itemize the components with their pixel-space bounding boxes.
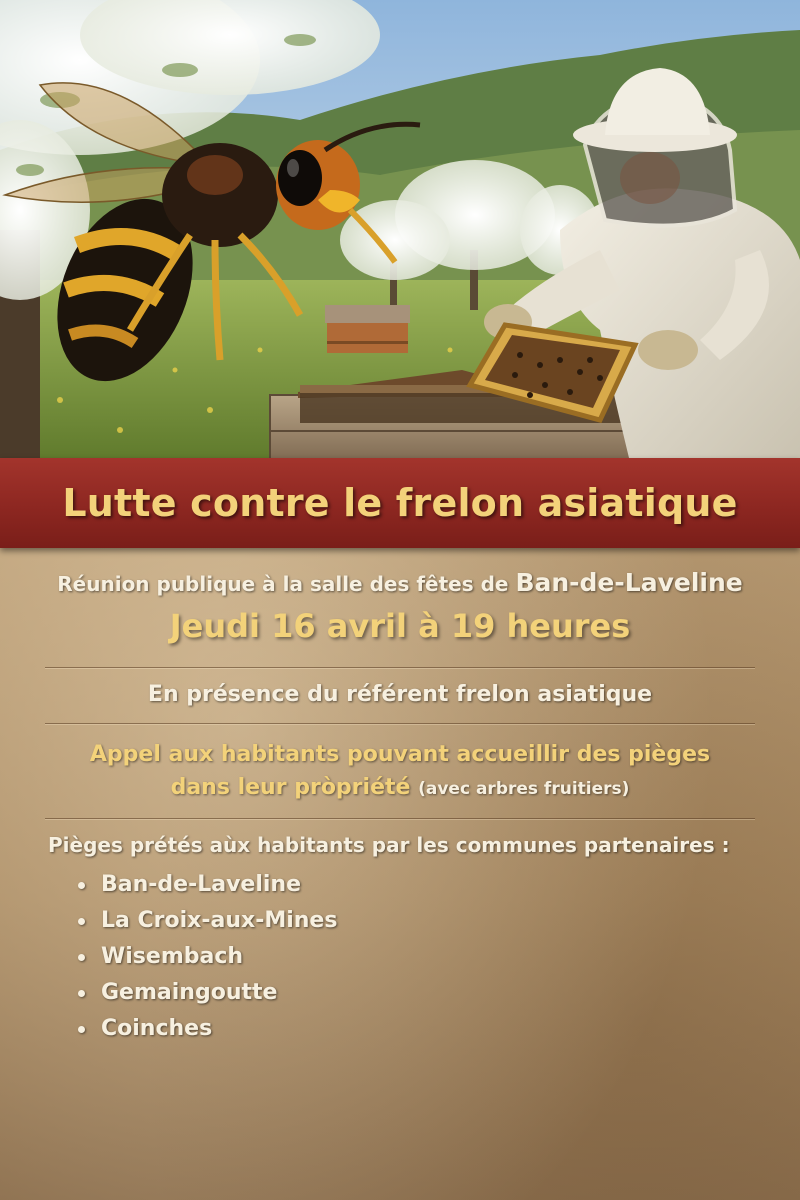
background-hive <box>325 305 410 353</box>
commune-name: Gemaingoutte <box>101 980 278 1005</box>
hero-illustration <box>0 0 800 462</box>
meeting-intro: Réunion publique à la salle des fêtes de <box>57 572 509 596</box>
bullet-icon <box>78 918 85 925</box>
bullet-icon <box>78 990 85 997</box>
commune-name: Ban-de-Laveline <box>101 872 301 897</box>
list-item <box>76 867 800 903</box>
divider <box>45 723 755 724</box>
list-item <box>76 975 800 1011</box>
meeting-date: Jeudi 16 avril à 19 heures <box>169 607 631 645</box>
title-banner <box>0 458 800 548</box>
list-item <box>76 939 800 975</box>
bullet-icon <box>78 1026 85 1033</box>
meeting-announcement <box>0 568 800 597</box>
appeal-line-1: Appel aux habitants pouvant accueillir des pièges <box>89 742 711 767</box>
bullet-icon <box>78 882 85 889</box>
loans-heading: Pièges prétés aùx habitants par les communes partenaires : <box>48 833 730 857</box>
communes-list <box>0 867 800 1047</box>
appeal-note: (avec arbres fruitiers) <box>418 779 630 799</box>
list-item <box>76 1011 800 1047</box>
divider <box>45 818 755 819</box>
commune-name: La Croix-aux-Mines <box>101 908 338 933</box>
commune-name: Coinches <box>101 1016 213 1041</box>
poster-body <box>0 548 800 1047</box>
commune-name: Wisembach <box>101 944 244 969</box>
presence-note: En présence du référent frelon asiatique <box>147 682 653 707</box>
divider <box>45 667 755 668</box>
appeal-text <box>0 738 800 806</box>
poster-title: Lutte contre le frelon asiatique <box>62 481 738 525</box>
bullet-icon <box>78 954 85 961</box>
meeting-place: Ban-de-Laveline <box>515 568 743 597</box>
appeal-line-2: dans leur pròpriété <box>170 775 411 800</box>
list-item <box>76 903 800 939</box>
